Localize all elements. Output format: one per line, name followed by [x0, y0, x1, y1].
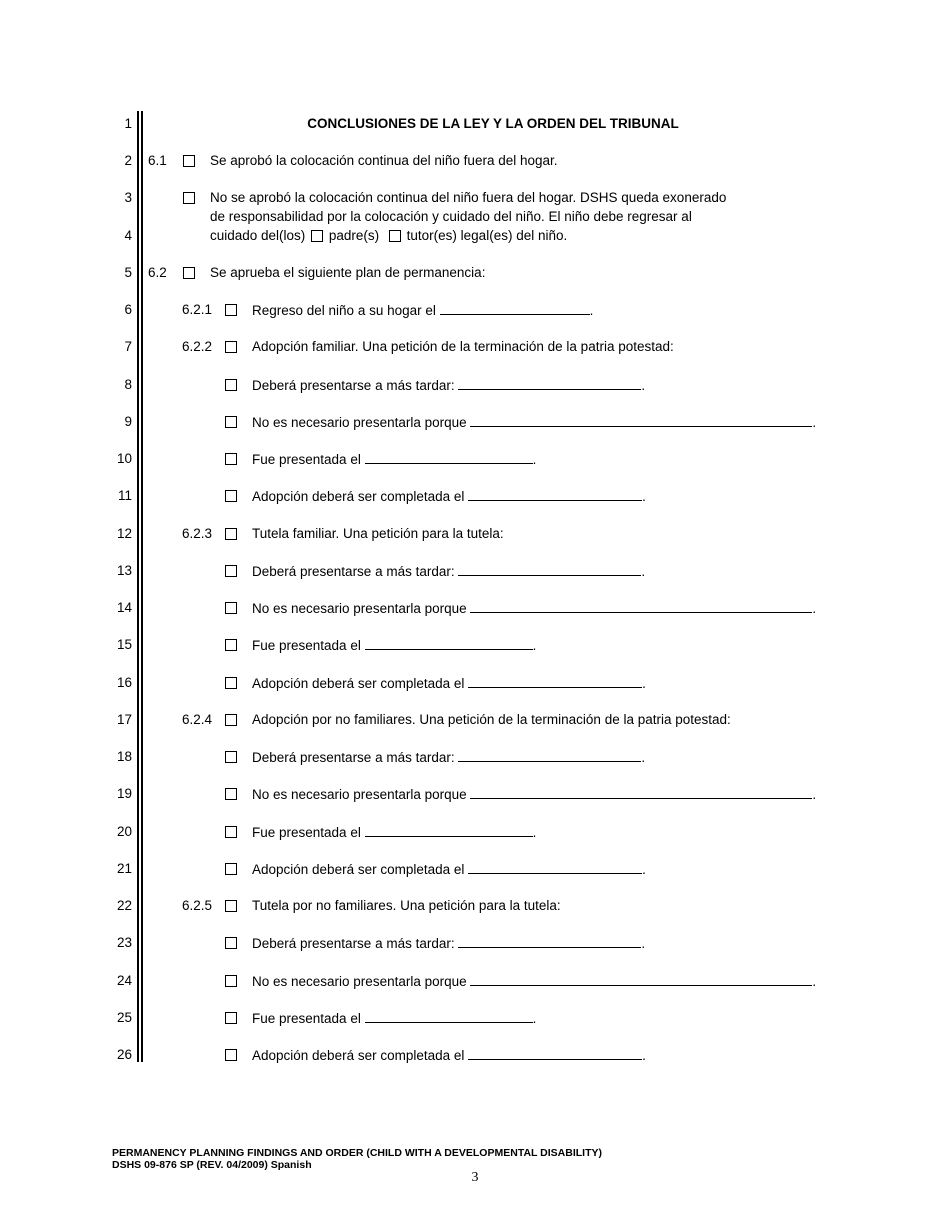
file-by-line [252, 749, 645, 766]
section-number-6-1: 6.1 [148, 153, 167, 168]
file-by-date-field[interactable] [458, 377, 641, 390]
not-necessary-label: No es necesario presentarla porque [252, 415, 467, 430]
file-by-label: Deberá presentarse a más tardar: [252, 936, 455, 951]
filed-on-date-field[interactable] [365, 1010, 533, 1023]
period: . [641, 750, 646, 765]
filed-on-label: Fue presentada el [252, 1011, 361, 1026]
period: . [642, 676, 646, 691]
line-number: 5 [124, 265, 132, 280]
line-number: 10 [116, 451, 132, 466]
line-number: 21 [116, 861, 132, 876]
period: . [812, 974, 817, 989]
line-number: 14 [116, 600, 132, 615]
permanency-plan-label: Se aprueba el siguiente plan de permanencia: [210, 265, 486, 280]
return-home-date-field[interactable] [440, 302, 590, 315]
file-by-date-field[interactable] [458, 935, 641, 948]
adoption-completed-date-field[interactable] [468, 488, 642, 501]
period: . [642, 489, 646, 504]
adoption-completed-label: Adopción deberá ser completada el [252, 1048, 465, 1063]
line-number: 9 [124, 414, 132, 429]
checkbox-filed-on[interactable] [225, 1012, 237, 1024]
line-number: 15 [116, 637, 132, 652]
not-necessary-reason-field[interactable] [470, 973, 812, 986]
checkbox-file-by[interactable] [225, 751, 237, 763]
parents-label: padre(s) [328, 228, 380, 243]
file-by-date-field[interactable] [458, 563, 641, 576]
period: . [532, 452, 537, 467]
adoption-completed-line [252, 861, 646, 878]
checkbox-adoption-completed[interactable] [225, 863, 237, 875]
period: . [812, 601, 817, 616]
period: . [812, 787, 817, 802]
non-family-guardianship-label: Tutela por no familiares. Una petición para la tutela: [252, 898, 561, 913]
not-necessary-line [252, 600, 816, 617]
checkbox-parents[interactable] [311, 230, 323, 242]
section-number-6-2-5: 6.2.5 [182, 898, 213, 913]
line-number: 24 [116, 973, 132, 988]
checkbox-file-by[interactable] [225, 937, 237, 949]
adoption-completed-label: Adopción deberá ser completada el [252, 862, 465, 877]
filed-on-label: Fue presentada el [252, 825, 361, 840]
file-by-label: Deberá presentarse a más tardar: [252, 750, 455, 765]
margin-rule-inner [141, 111, 143, 1062]
checkbox-non-family-adoption[interactable] [225, 714, 237, 726]
line-number: 25 [116, 1010, 132, 1025]
period: . [642, 1048, 646, 1063]
checkbox-placement-approved[interactable] [183, 155, 195, 167]
not-necessary-reason-field[interactable] [470, 414, 812, 427]
filed-on-date-field[interactable] [365, 637, 533, 650]
form-footer [112, 1147, 602, 1171]
non-family-adoption-label: Adopción por no familiares. Una petición de la terminación de la patria potestad: [252, 712, 731, 727]
section-number-6-2-2: 6.2.2 [182, 339, 213, 354]
checkbox-not-necessary[interactable] [225, 416, 237, 428]
line-number: 11 [117, 488, 132, 503]
not-necessary-reason-field[interactable] [470, 786, 812, 799]
checkbox-filed-on[interactable] [225, 826, 237, 838]
family-adoption-label: Adopción familiar. Una petición de la terminación de la patria potestad: [252, 339, 674, 354]
filed-on-line [252, 637, 536, 654]
filed-on-line [252, 824, 536, 841]
line-number: 4 [124, 228, 132, 243]
care-of-label: cuidado del(los) [210, 228, 306, 243]
legal-guardians-label: tutor(es) legal(es) del niño. [406, 228, 568, 243]
period: . [641, 378, 646, 393]
line-number: 16 [116, 675, 132, 690]
not-necessary-line [252, 973, 816, 990]
file-by-line [252, 563, 645, 580]
checkbox-not-necessary[interactable] [225, 788, 237, 800]
period: . [641, 564, 646, 579]
checkbox-adoption-completed[interactable] [225, 490, 237, 502]
placement-not-approved-line3 [210, 228, 567, 244]
checkbox-file-by[interactable] [225, 379, 237, 391]
period: . [641, 936, 646, 951]
file-by-date-field[interactable] [458, 749, 641, 762]
footer-form-number: DSHS 09-876 SP (REV. 04/2009) Spanish [112, 1159, 312, 1171]
adoption-completed-label: Adopción deberá ser completada el [252, 676, 465, 691]
file-by-label: Deberá presentarse a más tardar: [252, 378, 455, 393]
checkbox-permanency-plan[interactable] [183, 267, 195, 279]
checkbox-filed-on[interactable] [225, 453, 237, 465]
checkbox-family-guardianship[interactable] [225, 528, 237, 540]
not-necessary-line [252, 414, 816, 431]
adoption-completed-date-field[interactable] [468, 675, 642, 688]
checkbox-placement-not-approved[interactable] [183, 192, 195, 204]
placement-not-approved-line1: No se aprobó la colocación continua del niño fuera del hogar. DSHS queda exonerado [210, 190, 727, 205]
not-necessary-label: No es necesario presentarla porque [252, 974, 467, 989]
line-number: 20 [116, 824, 132, 839]
checkbox-filed-on[interactable] [225, 639, 237, 651]
page-number: 3 [471, 1170, 479, 1185]
adoption-completed-date-field[interactable] [468, 861, 642, 874]
margin-rule-outer [137, 111, 139, 1062]
document-title: CONCLUSIONES DE LA LEY Y LA ORDEN DEL TRIBUNAL [307, 116, 679, 131]
filed-on-label: Fue presentada el [252, 452, 361, 467]
filed-on-date-field[interactable] [365, 451, 533, 464]
not-necessary-label: No es necesario presentarla porque [252, 601, 467, 616]
adoption-completed-date-field[interactable] [468, 1047, 642, 1060]
line-number: 17 [116, 712, 132, 727]
not-necessary-line [252, 786, 816, 803]
filed-on-date-field[interactable] [365, 824, 533, 837]
line-number: 19 [116, 786, 132, 801]
placement-not-approved-line2: de responsabilidad por la colocación y cuidado del niño. El niño debe regresar al [210, 209, 692, 224]
not-necessary-reason-field[interactable] [470, 600, 812, 613]
section-number-6-2-4: 6.2.4 [182, 712, 213, 727]
file-by-line [252, 377, 645, 394]
section-number-6-2: 6.2 [148, 265, 167, 280]
file-by-line [252, 935, 645, 952]
line-number: 7 [124, 339, 132, 354]
family-guardianship-label: Tutela familiar. Una petición para la tutela: [252, 526, 504, 541]
line-number: 23 [116, 935, 132, 950]
checkbox-not-necessary[interactable] [225, 975, 237, 987]
return-home-label: Regreso del niño a su hogar el [252, 303, 436, 318]
filed-on-line [252, 451, 536, 468]
checkbox-family-adoption[interactable] [225, 341, 237, 353]
line-number: 22 [116, 898, 132, 913]
filed-on-line [252, 1010, 536, 1027]
period: . [532, 638, 537, 653]
footer-form-title: PERMANENCY PLANNING FINDINGS AND ORDER (CHILD WITH A DEVELOPMENTAL DISABILITY) [112, 1147, 603, 1159]
not-necessary-label: No es necesario presentarla porque [252, 787, 467, 802]
checkbox-legal-guardians[interactable] [389, 230, 401, 242]
line-number: 6 [124, 302, 132, 317]
period: . [812, 415, 817, 430]
return-home-line [252, 302, 593, 319]
section-number-6-2-1: 6.2.1 [182, 302, 213, 317]
checkbox-return-home[interactable] [225, 304, 237, 316]
checkbox-not-necessary[interactable] [225, 602, 237, 614]
placement-approved-label: Se aprobó la colocación continua del niño fuera del hogar. [210, 153, 558, 168]
adoption-completed-line [252, 1047, 646, 1064]
line-number: 2 [124, 153, 132, 168]
checkbox-adoption-completed[interactable] [225, 1049, 237, 1061]
checkbox-non-family-guardianship[interactable] [225, 900, 237, 912]
adoption-completed-line [252, 488, 646, 505]
section-number-6-2-3: 6.2.3 [182, 526, 213, 541]
adoption-completed-label: Adopción deberá ser completada el [252, 489, 465, 504]
period: . [642, 862, 646, 877]
checkbox-adoption-completed[interactable] [225, 677, 237, 689]
line-number: 13 [116, 563, 132, 578]
line-number: 26 [116, 1047, 132, 1062]
file-by-label: Deberá presentarse a más tardar: [252, 564, 455, 579]
period: . [589, 303, 594, 318]
line-number: 3 [124, 190, 132, 205]
adoption-completed-line [252, 675, 646, 692]
line-number: 8 [124, 377, 132, 392]
filed-on-label: Fue presentada el [252, 638, 361, 653]
checkbox-file-by[interactable] [225, 565, 237, 577]
period: . [532, 1011, 537, 1026]
line-number: 18 [116, 749, 132, 764]
line-number: 12 [116, 526, 132, 541]
line-number: 1 [124, 116, 132, 131]
period: . [532, 825, 537, 840]
